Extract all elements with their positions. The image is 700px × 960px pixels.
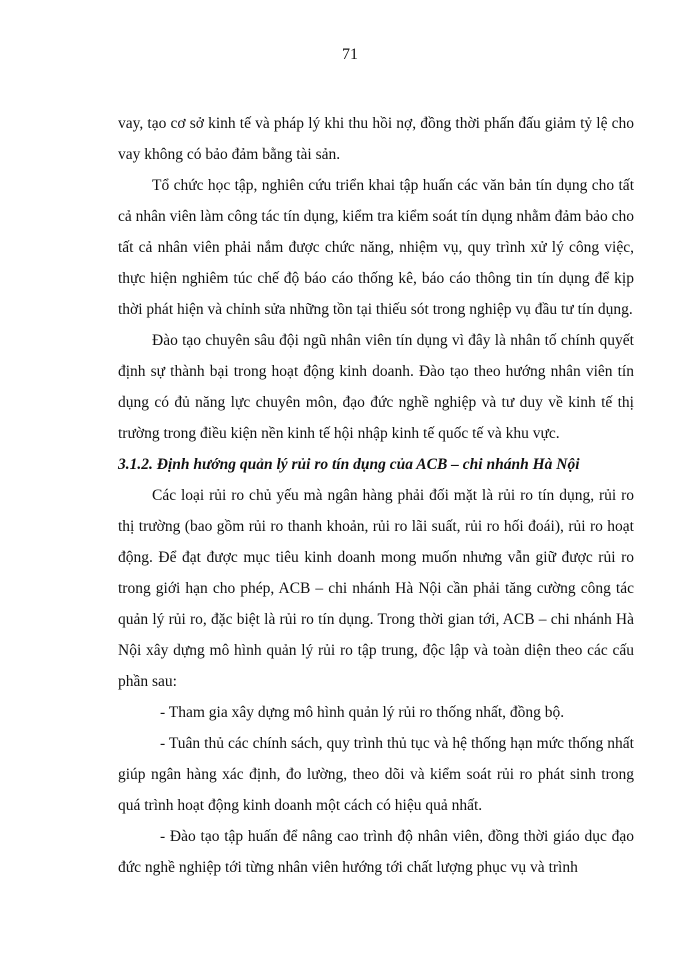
paragraph-risk-types: Các loại rủi ro chủ yếu mà ngân hàng phải đối mặt là rủi ro tín dụng, rủi ro thị trường (bao gồm rủi ro thanh khoản, rủi ro lãi suất, rủi ro hối đoái), rủi ro hoạt động. Để đạt được mục tiêu kinh doanh mong muốn nhưng vẫn giữ được rủi ro trong giới hạn cho phép, ACB – chi nhánh Hà Nội cần phải tăng cường công tác quản lý rủi ro, đặc biệt là rủi ro tín dụng. Trong thời gian tới, ACB – chi nhánh Hà Nội xây dựng mô hình quản lý rủi ro tập trung, độc lập và toàn diện theo các cấu phần sau: xyxy=(118,487,634,690)
paragraph-continuation: vay, tạo cơ sở kinh tế và pháp lý khi thu hồi nợ, đồng thời phấn đấu giảm tỷ lệ cho vay không có bảo đảm bằng tài sản. xyxy=(118,115,634,163)
page-number: 71 xyxy=(342,46,358,63)
document-body xyxy=(118,108,634,883)
section-heading: 3.1.2. Định hướng quản lý rủi ro tín dụng của ACB – chi nhánh Hà Nội xyxy=(118,456,580,473)
bullet-item-training: - Đào tạo tập huấn để nâng cao trình độ nhân viên, đồng thời giáo dục đạo đức nghề nghiệp tới từng nhân viên hướng tới chất lượng phục vụ và trình xyxy=(118,828,634,876)
paragraph-staff-training: Đào tạo chuyên sâu đội ngũ nhân viên tín dụng vì đây là nhân tố chính quyết định sự thành bại trong hoạt động kinh doanh. Đào tạo theo hướng nhân viên tín dụng có đủ năng lực chuyên môn, đạo đức nghề nghiệp và tư duy về kinh tế thị trường trong điều kiện nền kinh tế hội nhập kinh tế quốc tế và khu vực. xyxy=(118,332,634,442)
paragraph-training-documents: Tổ chức học tập, nghiên cứu triển khai tập huấn các văn bản tín dụng cho tất cả nhân viên làm công tác tín dụng, kiểm tra kiểm soát tín dụng nhằm đảm bảo cho tất cả nhân viên phải nắm được chức năng, nhiệm vụ, quy trình xử lý công việc, thực hiện nghiêm túc chế độ báo cáo thống kê, báo cáo thông tin tín dụng để kịp thời phát hiện và chỉnh sửa những tồn tại thiếu sót trong nghiệp vụ đầu tư tín dụng. xyxy=(118,177,634,318)
bullet-item-model: - Tham gia xây dựng mô hình quản lý rủi ro thống nhất, đồng bộ. xyxy=(160,704,565,721)
bullet-item-compliance: - Tuân thủ các chính sách, quy trình thủ tục và hệ thống hạn mức thống nhất giúp ngân hàng xác định, đo lường, theo dõi và kiểm soát rủi ro phát sinh trong quá trình hoạt động kinh doanh một cách có hiệu quả nhất. xyxy=(118,735,634,814)
